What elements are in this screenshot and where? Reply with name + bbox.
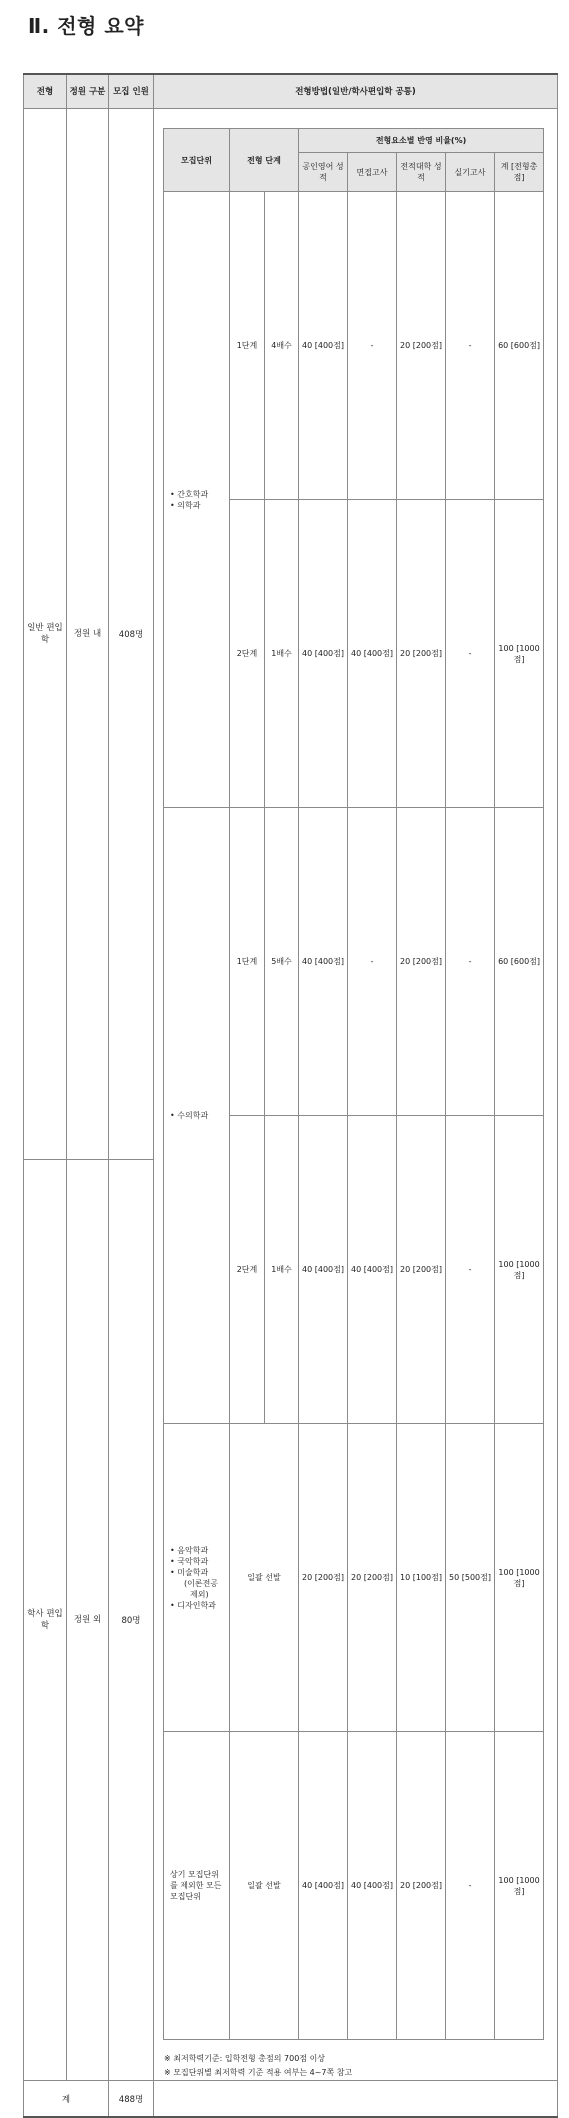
value-cell: 20 [200점] (397, 1116, 446, 1424)
value-cell: 20 [200점] (299, 1424, 348, 1732)
unit-item: • 미술학과 (170, 1567, 209, 1577)
value-cell: 100 [1000점] (495, 500, 544, 808)
admission-type: 일반 편입학 (24, 109, 67, 1160)
value-cell: 100 [1000점] (495, 1116, 544, 1424)
unit-list (164, 192, 230, 808)
unit-item: • 수의학과 (170, 1111, 209, 1120)
method-cell (154, 109, 558, 2081)
unit-list (164, 1732, 230, 2040)
value-cell: 40 [400점] (299, 500, 348, 808)
multiplier: 1배수 (265, 500, 299, 808)
total-empty (154, 2081, 558, 2118)
unit-item: 상기 모집단위 (170, 1870, 219, 1879)
total-label: 계 (24, 2081, 109, 2118)
table-row (164, 808, 544, 1116)
table-row (164, 192, 544, 500)
unit-item: 모집단위 (170, 1892, 201, 1901)
value-cell: 60 [600점] (495, 808, 544, 1116)
value-cell: 20 [200점] (397, 500, 446, 808)
header-method: 전형방법(일반/학사편입학 공통) (154, 74, 558, 109)
value-cell: 40 [400점] (299, 808, 348, 1116)
value-cell: 100 [1000점] (495, 1732, 544, 2040)
stage: 1단계 (230, 192, 265, 500)
multiplier: 1배수 (265, 1116, 299, 1424)
value-cell: 20 [200점] (397, 192, 446, 500)
header-stage: 전형 단계 (230, 129, 299, 192)
header-type: 전형 (24, 74, 67, 109)
value-cell: - (446, 1116, 495, 1424)
col-interview: 면접고사 (348, 153, 397, 192)
unit-item: 제외) (190, 1589, 209, 1599)
value-cell: 60 [600점] (495, 192, 544, 500)
admission-type: 학사 편입학 (24, 1159, 67, 2080)
value-cell: 40 [400점] (299, 192, 348, 500)
table-row (24, 109, 558, 1160)
recruit-count: 408명 (109, 109, 154, 1160)
recruit-count: 80명 (109, 1159, 154, 2080)
header-count: 모집 인원 (109, 74, 154, 109)
value-cell: 50 [500점] (446, 1424, 495, 1732)
value-cell: 20 [200점] (348, 1424, 397, 1732)
value-cell: - (446, 808, 495, 1116)
value-cell: 20 [200점] (397, 1732, 446, 2040)
page-title: Ⅱ. 전형 요약 (28, 14, 144, 38)
value-cell: 40 [400점] (299, 1732, 348, 2040)
multiplier: 5배수 (265, 808, 299, 1116)
col-english: 공인영어 성 적 (299, 153, 348, 192)
table-row (164, 1732, 544, 2040)
stage: 일괄 선발 (230, 1424, 299, 1732)
value-cell: - (446, 192, 495, 500)
stage: 일괄 선발 (230, 1732, 299, 2040)
quota-type: 정원 내 (67, 109, 109, 1160)
value-cell: - (348, 192, 397, 500)
col-practical: 실기고사 (446, 153, 495, 192)
note: ※ 최저학력기준: 입학전형 총점의 700점 이상 (164, 2054, 326, 2063)
header-quota: 정원 구분 (67, 74, 109, 109)
unit-item: • 간호학과 (170, 489, 209, 499)
value-cell: 10 [100점] (397, 1424, 446, 1732)
value-cell: 20 [200점] (397, 808, 446, 1116)
col-prev-grades: 전적대학 성 적 (397, 153, 446, 192)
admission-summary-table (23, 73, 558, 2118)
table-row (164, 1424, 544, 1732)
value-cell: 40 [400점] (348, 1116, 397, 1424)
unit-item: • 의학과 (170, 500, 201, 510)
total-count: 488명 (109, 2081, 154, 2118)
unit-item: • 국악학과 (170, 1556, 209, 1566)
unit-item: (이론전공 (184, 1578, 219, 1588)
value-cell: - (348, 808, 397, 1116)
stage: 2단계 (230, 500, 265, 808)
unit-list (164, 1424, 230, 1732)
header-ratio: 전형요소별 반영 비율(%) (299, 129, 544, 153)
notes (164, 2052, 557, 2080)
quota-type: 정원 외 (67, 1159, 109, 2080)
col-total: 계 [전형총점] (495, 153, 544, 192)
note: ※ 모집단위별 최저학력 기준 적용 여부는 4~7쪽 참고 (164, 2068, 353, 2077)
value-cell: 40 [400점] (348, 1732, 397, 2040)
value-cell: 40 [400점] (299, 1116, 348, 1424)
value-cell: 100 [1000점] (495, 1424, 544, 1732)
value-cell: - (446, 500, 495, 808)
method-header-row (164, 129, 544, 153)
stage: 1단계 (230, 808, 265, 1116)
stage: 2단계 (230, 1116, 265, 1424)
value-cell: - (446, 1732, 495, 2040)
table-header-row (24, 74, 558, 109)
method-table (163, 128, 544, 2040)
unit-item: • 음악학과 (170, 1545, 209, 1555)
header-unit: 모집단위 (164, 129, 230, 192)
unit-item: 를 제외한 모든 (170, 1881, 222, 1890)
total-row (24, 2081, 558, 2118)
value-cell: 40 [400점] (348, 500, 397, 808)
multiplier: 4배수 (265, 192, 299, 500)
unit-list (164, 808, 230, 1424)
unit-item: • 디자인학과 (170, 1600, 216, 1610)
